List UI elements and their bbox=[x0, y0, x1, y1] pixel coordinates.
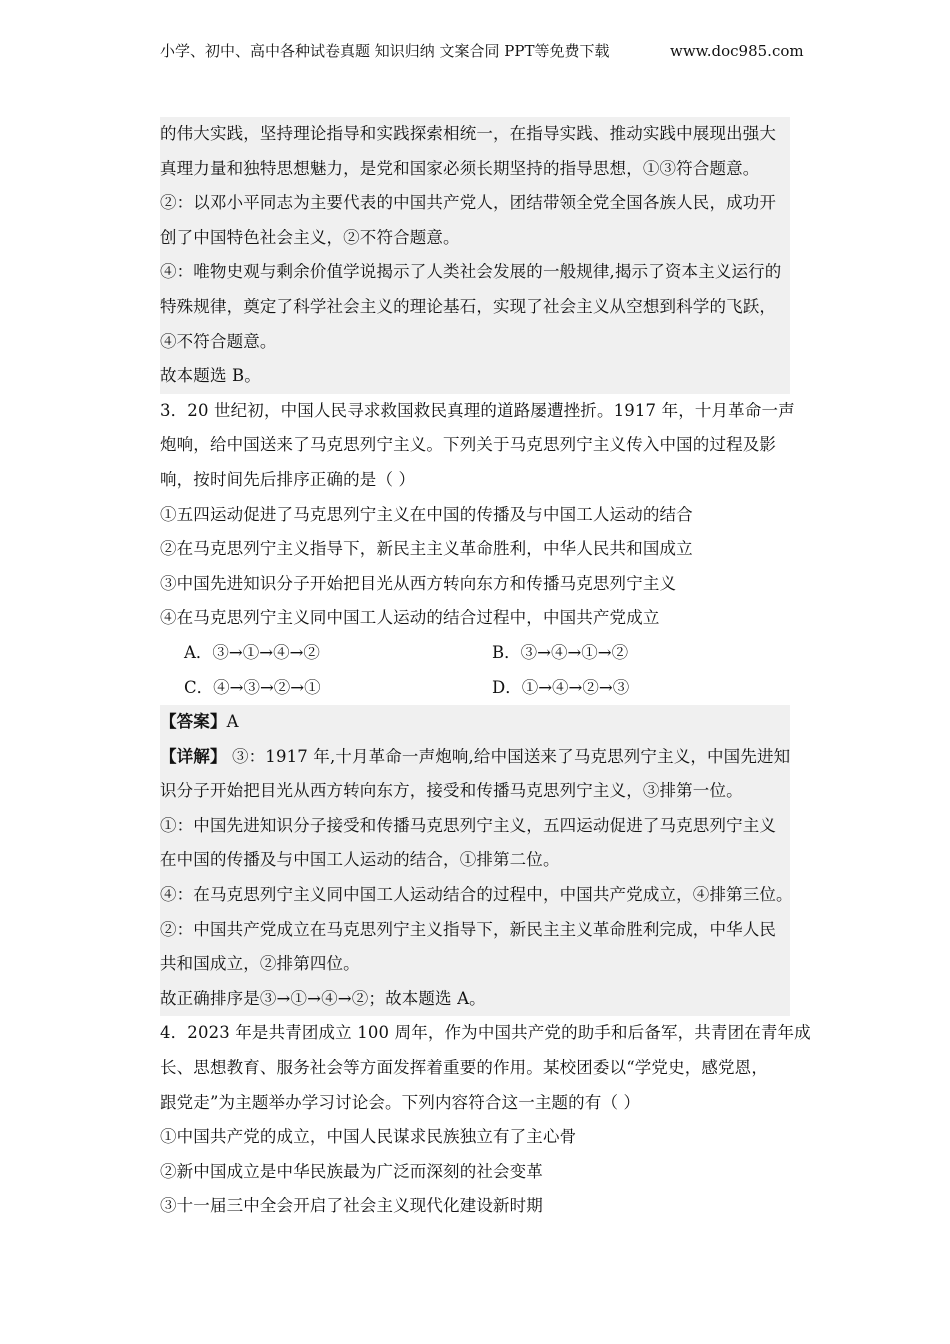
explanation-line: 创了中国特色社会主义，②不符合题意。 bbox=[160, 227, 460, 247]
header-site-link[interactable]: www.doc985.com bbox=[670, 42, 804, 60]
explanation-line: 的伟大实践，坚持理论指导和实践探索相统一，在指导实践、推动实践中展现出强大 bbox=[160, 124, 777, 143]
answer-line bbox=[160, 705, 790, 740]
question-stem-line: 长、思想教育、服务社会等方面发挥着重要的作用。某校团委以“学党史，感党恩， bbox=[160, 1058, 768, 1078]
question-item: ①五四运动促进了马克思列宁主义在中国的传播及与中国工人运动的结合 bbox=[160, 504, 693, 524]
detail-line: ②：中国共产党成立在马克思列宁主义指导下，新民主主义革命胜利完成，中华人民 bbox=[160, 919, 777, 939]
option-row bbox=[160, 671, 790, 706]
question-item: ③中国先进知识分子开始把目光从西方转向东方和传播马克思列宁主义 bbox=[160, 573, 677, 593]
detail-line: ①：中国先进知识分子接受和传播马克思列宁主义，五四运动促进了马克思列宁主义 bbox=[160, 815, 777, 835]
explanation-line: ④：唯物史观与剩余价值学说揭示了人类社会发展的一般规律,揭示了资本主义运行的 bbox=[160, 262, 782, 282]
option-row bbox=[160, 636, 790, 671]
question-stem-line: 4．2023 年是共青团成立 100 周年，作为中国共产党的助手和后备军，共青团在青年成 bbox=[160, 1023, 811, 1043]
question-item: ②在马克思列宁主义指导下，新民主主义革命胜利，中华人民共和国成立 bbox=[160, 539, 693, 559]
option-a: A．③→①→④→② bbox=[184, 642, 320, 662]
question-4 bbox=[160, 1016, 811, 1224]
detail-line: 识分子开始把目光从西方转向东方，接受和传播马克思列宁主义，③排第一位。 bbox=[160, 781, 743, 801]
answer-value: A bbox=[226, 712, 239, 732]
detail-line: ④：在马克思列宁主义同中国工人运动结合的过程中，中国共产党成立，④排第三位。 bbox=[160, 885, 793, 905]
detail-line: 故正确排序是③→①→④→②；故本题选 A。 bbox=[160, 988, 486, 1008]
page-header bbox=[160, 41, 804, 61]
question-3 bbox=[160, 394, 795, 705]
question-stem-line: 3．20 世纪初，中国人民寻求救国救民真理的道路屡遭挫折。1917 年，十月革命一声 bbox=[160, 400, 795, 420]
detail-line: 共和国成立，②排第四位。 bbox=[160, 954, 360, 974]
question-stem-line: 跟党走”为主题举办学习讨论会。下列内容符合这一主题的有（ ） bbox=[160, 1092, 641, 1112]
explanation-line: 真理力量和独特思想魅力，是党和国家必须长期坚持的指导思想，①③符合题意。 bbox=[160, 158, 760, 178]
explanation-line: 故本题选 B。 bbox=[160, 366, 261, 386]
question-item: ③十一届三中全会开启了社会主义现代化建设新时期 bbox=[160, 1196, 543, 1216]
detail-line bbox=[160, 740, 790, 775]
question-item: ④在马克思列宁主义同中国工人运动的结合过程中，中国共产党成立 bbox=[160, 608, 660, 628]
prev-explanation-block bbox=[160, 117, 790, 394]
answer-label: 【答案】 bbox=[160, 712, 227, 732]
explanation-line: 特殊规律，奠定了科学社会主义的理论基石，实现了社会主义从空想到科学的飞跃， bbox=[160, 296, 777, 316]
option-d: D．①→④→②→③ bbox=[492, 677, 630, 697]
detail-label: 【详解】 bbox=[160, 746, 227, 766]
question-stem-line: 炮响，给中国送来了马克思列宁主义。下列关于马克思列宁主义传入中国的过程及影 bbox=[160, 435, 777, 455]
detail-text: ③：1917 年,十月革命一声炮响,给中国送来了马克思列宁主义，中国先进知 bbox=[226, 746, 791, 766]
option-c: C．④→③→②→① bbox=[184, 677, 321, 697]
question-stem-line: 响，按时间先后排序正确的是（ ） bbox=[160, 469, 416, 489]
header-text: 小学、初中、高中各种试卷真题 知识归纳 文案合同 PPT等免费下载 bbox=[160, 42, 610, 60]
q3-answer-block bbox=[160, 705, 793, 1016]
document-body bbox=[160, 117, 811, 1224]
detail-line: 在中国的传播及与中国工人运动的结合，①排第二位。 bbox=[160, 850, 560, 870]
question-item: ②新中国成立是中华民族最为广泛而深刻的社会变革 bbox=[160, 1161, 543, 1181]
explanation-line: ②：以邓小平同志为主要代表的中国共产党人，团结带领全党全国各族人民，成功开 bbox=[160, 193, 777, 213]
option-b: B．③→④→①→② bbox=[492, 642, 629, 662]
question-item: ①中国共产党的成立，中国人民谋求民族独立有了主心骨 bbox=[160, 1127, 577, 1147]
explanation-line: ④不符合题意。 bbox=[160, 331, 277, 351]
